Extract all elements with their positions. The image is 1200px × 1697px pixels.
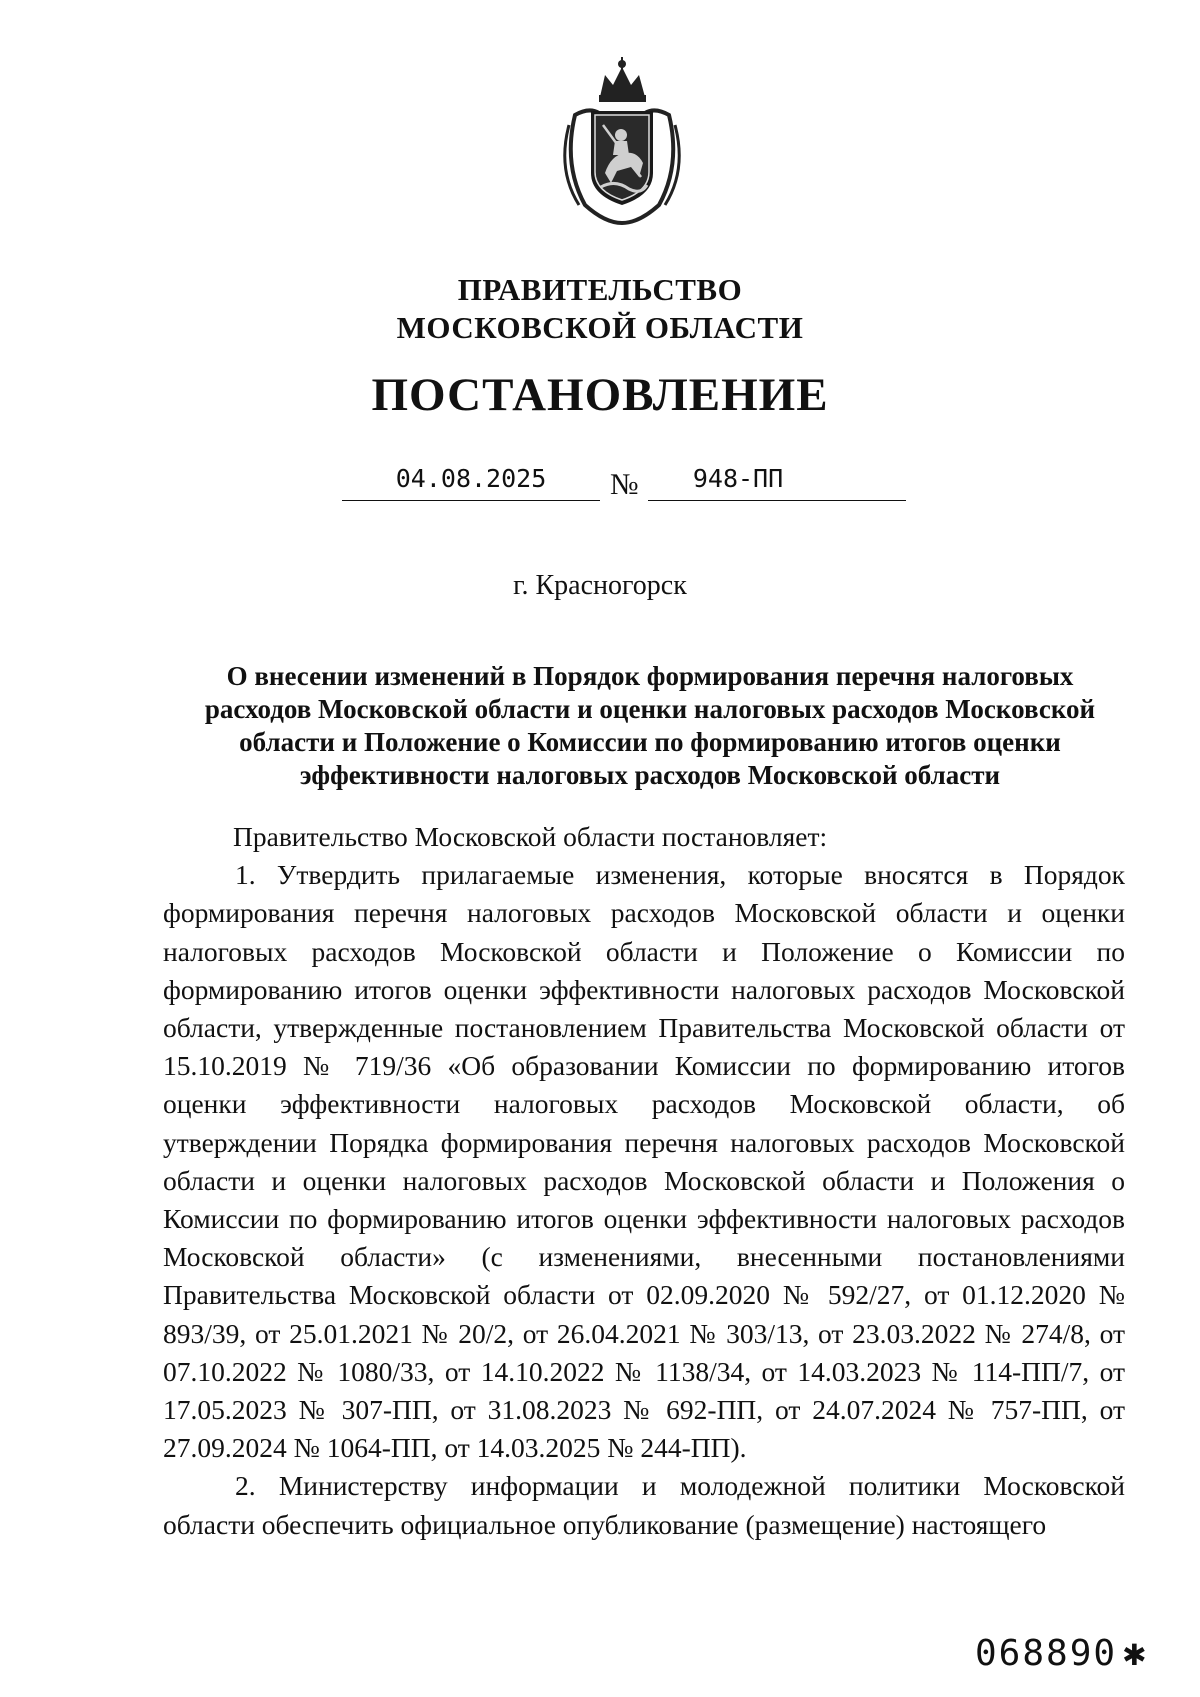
document-date: 04.08.2025 <box>395 464 547 493</box>
city: г. Красногорск <box>513 570 687 601</box>
asterisk-icon: ✱ <box>1123 1630 1148 1674</box>
body-intro: Правительство Московской области постановляет: <box>233 821 828 852</box>
body-paragraph-2: 2. Министерству информации и молодежной политики Московской области обеспечить официальное опубликование (размещение) настоящего <box>163 1470 1125 1540</box>
document-title: О внесении изменений в Порядок формирования перечня налоговых расходов Московской области и оценки налоговых расходов Московской области и Положение о Комиссии по формированию итогов оценки эффективности налоговых расходов Московской области <box>204 661 1096 790</box>
number-sign: № <box>610 468 639 501</box>
date-underline <box>342 500 600 501</box>
document-number: 948-ПП <box>692 464 784 493</box>
document-body <box>163 818 1125 1544</box>
coat-of-arms-icon <box>555 55 690 225</box>
serial-number-stamp <box>975 1630 1148 1674</box>
body-paragraph-1: 1. Утвердить прилагаемые изменения, которые вносятся в Порядок формирования перечня налоговых расходов Московской области и оценки налоговых расходов Московской области и Положение о Комиссии по формированию итогов оценки эффективности налоговых расходов Московской области, утвержденные постановлением Правительства Московской области от 15.10.2019 № 719/36 «Об образовании Комиссии по формированию итогов оценки эффективности налоговых расходов Московской области, об утверждении Порядка формирования перечня налоговых расходов Московской области и оценки налоговых расходов Московской области и Положения о Комиссии по формированию итогов оценки эффективности налоговых расходов Московской области» (с изменениями, внесенными постановлениями Правительства Московской области от 02.09.2020 № 592/27, от 01.12.2020 № 893/39, от 25.01.2021 № 20/2, от 26.04.2021 № 303/13, от 23.03.2022 № 274/8, от 07.10.2022 № 1080/33, от 14.10.2022 № 1138/34, от 14.03.2023 № 114-ПП/7, от 17.05.2023 № 307-ПП, от 31.08.2023 № 692-ПП, от 24.07.2024 № 757-ПП, от 27.09.2024 № 1064-ПП, от 14.03.2025 № 244-ПП). <box>163 859 1125 1464</box>
number-underline <box>648 500 906 501</box>
document-type: ПОСТАНОВЛЕНИЕ <box>371 369 829 421</box>
government-title-line-2: МОСКОВСКОЙ ОБЛАСТИ <box>396 310 804 345</box>
serial-number: 068890 <box>975 1633 1118 1674</box>
government-title-line-1: ПРАВИТЕЛЬСТВО <box>457 272 743 307</box>
